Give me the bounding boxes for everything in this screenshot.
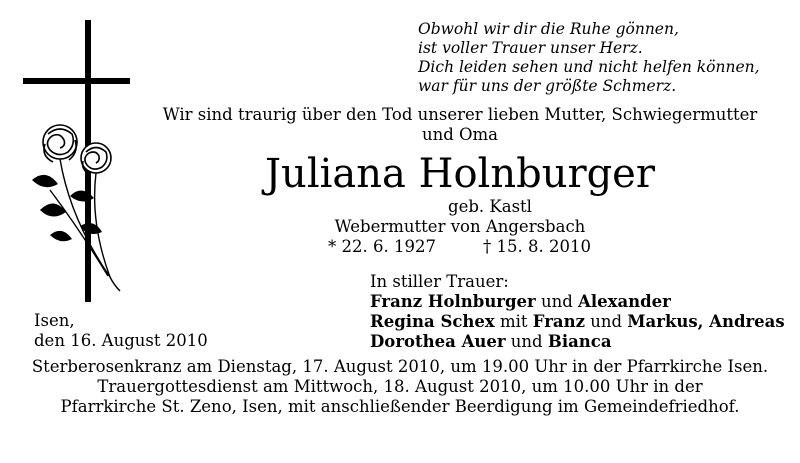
mourner-row bbox=[370, 312, 785, 332]
connector: und bbox=[584, 312, 628, 331]
poem-line: ist voller Trauer unser Herz. bbox=[418, 39, 643, 57]
service-line: Sterberosenkranz am Dienstag, 17. August 2010, um 19.00 Uhr in der Pfarrkirche Isen. bbox=[31, 357, 769, 376]
place-and-date bbox=[34, 311, 208, 351]
mourner-row bbox=[370, 292, 785, 312]
service-line: Pfarrkirche St. Zeno, Isen, mit anschließender Beerdigung im Gemeindefriedhof. bbox=[60, 397, 740, 416]
poem-line: war für uns der größte Schmerz. bbox=[418, 77, 677, 95]
mourner-row bbox=[370, 332, 785, 352]
connector: mit bbox=[494, 312, 533, 331]
maiden-name: geb. Kastl bbox=[448, 197, 532, 216]
service-info bbox=[10, 357, 790, 417]
mourner-name: Regina Schex bbox=[370, 312, 495, 331]
intro-line-2: und Oma bbox=[421, 125, 499, 144]
mourner-name: Markus, Andreas bbox=[627, 312, 785, 331]
connector: und bbox=[535, 292, 579, 311]
death-date: † 15. 8. 2010 bbox=[483, 237, 591, 256]
poem-line: Dich leiden sehen und nicht helfen können, bbox=[418, 58, 760, 76]
connector: und bbox=[505, 332, 548, 351]
deceased-title: Webermutter von Angersbach bbox=[334, 217, 586, 236]
mourner-name: Alexander bbox=[578, 292, 671, 311]
mourner-name: Franz bbox=[532, 312, 585, 331]
town: Isen, bbox=[34, 311, 75, 330]
notice-date: den 16. August 2010 bbox=[34, 331, 208, 350]
deceased-name: Juliana Holnburger bbox=[265, 151, 655, 197]
cross-with-roses-icon bbox=[20, 20, 130, 305]
mourner-name: Bianca bbox=[547, 332, 612, 351]
service-line: Trauergottesdienst am Mittwoch, 18. August 2010, um 10.00 Uhr in der bbox=[97, 377, 703, 396]
mourners-heading: In stiller Trauer: bbox=[370, 272, 509, 291]
mourners bbox=[370, 272, 785, 352]
mourner-name: Dorothea Auer bbox=[370, 332, 506, 351]
poem-line: Obwohl wir dir die Ruhe gönnen, bbox=[418, 20, 679, 38]
birth-date: * 22. 6. 1927 bbox=[328, 237, 436, 256]
intro-line-1: Wir sind traurig über den Tod unserer lieben Mutter, Schwiegermutter bbox=[162, 105, 758, 124]
poem bbox=[418, 20, 778, 96]
mourner-name: Franz Holnburger bbox=[370, 292, 536, 311]
